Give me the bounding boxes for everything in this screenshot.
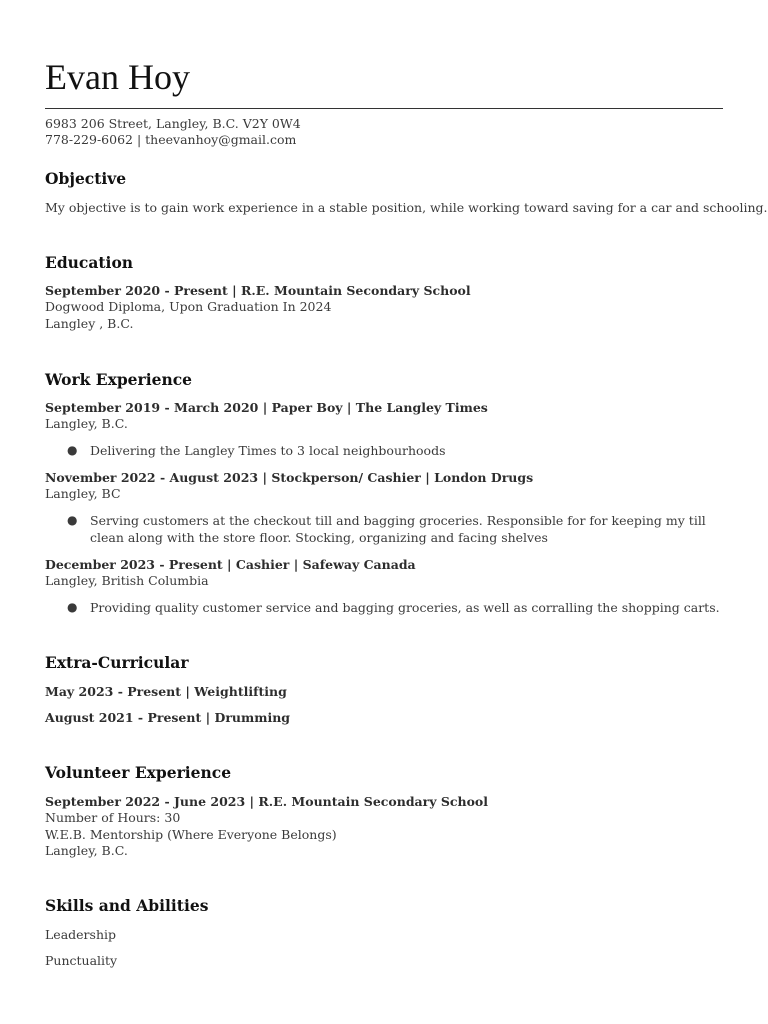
volunteer-title: September 2022 - June 2023 | R.E. Mountain Secondary School bbox=[45, 794, 489, 809]
job-location: Langley, BC bbox=[45, 486, 121, 501]
job-location: Langley, British Columbia bbox=[45, 573, 209, 588]
extracurricular-item: May 2023 - Present | Weightlifting bbox=[45, 684, 287, 699]
objective-text: My objective is to gain work experience in a stable position, while working toward saving for a car and schooling. bbox=[45, 200, 768, 215]
education-heading: Education bbox=[45, 253, 134, 272]
job-bullet bbox=[67, 512, 723, 546]
volunteer-location: Langley, B.C. bbox=[45, 843, 128, 858]
skills-heading: Skills and Abilities bbox=[45, 896, 209, 915]
job-location: Langley, B.C. bbox=[45, 416, 128, 431]
volunteer-heading: Volunteer Experience bbox=[45, 763, 232, 782]
education-title: September 2020 - Present | R.E. Mountain Secondary School bbox=[45, 283, 471, 298]
extracurricular-heading: Extra-Curricular bbox=[45, 653, 189, 672]
education-diploma: Dogwood Diploma, Upon Graduation In 2024 bbox=[45, 299, 332, 314]
bullet-icon: ● bbox=[67, 513, 78, 527]
job-bullet bbox=[67, 442, 723, 459]
extracurricular-item: August 2021 - Present | Drumming bbox=[45, 710, 291, 725]
work-heading: Work Experience bbox=[45, 370, 193, 389]
bullet-icon: ● bbox=[67, 600, 78, 614]
volunteer-program: W.E.B. Mentorship (Where Everyone Belongs) bbox=[45, 827, 337, 842]
job-bullet bbox=[67, 599, 723, 616]
job-bullet-text: Providing quality customer service and bagging groceries, as well as corralling the shopping carts. bbox=[90, 600, 720, 615]
job-title: September 2019 - March 2020 | Paper Boy | The Langley Times bbox=[45, 400, 488, 415]
candidate-name: Evan Hoy bbox=[45, 57, 190, 97]
skill-item: Punctuality bbox=[45, 953, 118, 968]
volunteer-hours: Number of Hours: 30 bbox=[45, 810, 181, 825]
education-location: Langley , B.C. bbox=[45, 316, 134, 331]
objective-heading: Objective bbox=[45, 169, 127, 188]
contact-line: 778-229-6062 | theevanhoy@gmail.com bbox=[45, 132, 297, 147]
job-title: December 2023 - Present | Cashier | Safeway Canada bbox=[45, 557, 416, 572]
job-bullet-text: Serving customers at the checkout till and bagging groceries. Responsible for for keeping my till clean along with the store floor. Stocking, organizing and facing shelves bbox=[90, 513, 706, 545]
address-line: 6983 206 Street, Langley, B.C. V2Y 0W4 bbox=[45, 116, 301, 131]
job-bullet-text: Delivering the Langley Times to 3 local neighbourhoods bbox=[90, 443, 446, 458]
job-title: November 2022 - August 2023 | Stockperson/ Cashier | London Drugs bbox=[45, 470, 534, 485]
skill-item: Leadership bbox=[45, 927, 116, 942]
header-divider bbox=[45, 108, 723, 109]
bullet-icon: ● bbox=[67, 443, 78, 457]
